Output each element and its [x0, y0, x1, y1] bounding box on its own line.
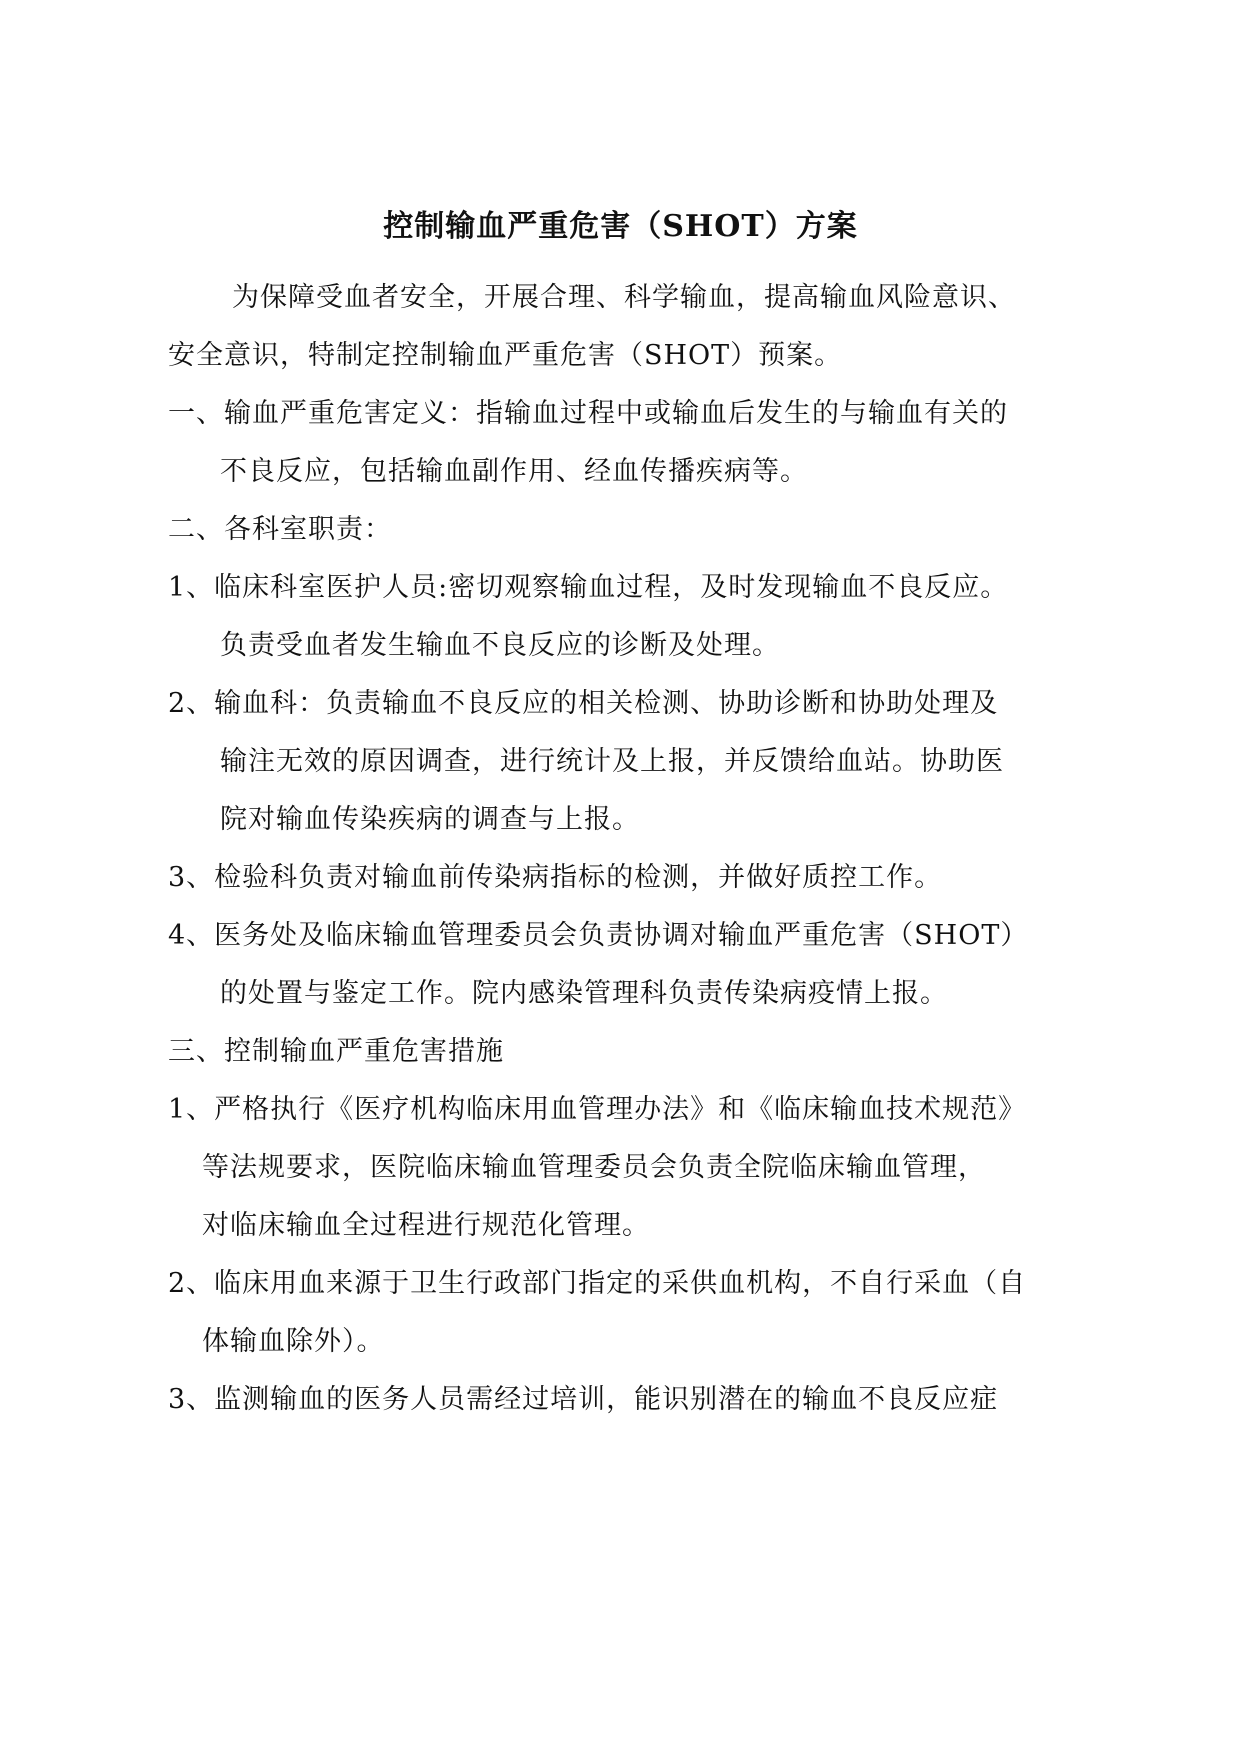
text-line: 3、检验科负责对输血前传染病指标的检测，并做好质控工作。: [168, 862, 943, 893]
text-line: 2、临床用血来源于卫生行政部门指定的采供血机构，不自行采血（自: [168, 1268, 1027, 1299]
text-line: 3、监测输血的医务人员需经过培训，能识别潜在的输血不良反应症: [168, 1384, 999, 1415]
text-line: 一、输血严重危害定义：指输血过程中或输血后发生的与输血有关的: [168, 398, 1008, 429]
text-line: 为保障受血者安全，开展合理、科学输血，提高输血风险意识、: [232, 282, 1016, 313]
text-line: 的处置与鉴定工作。院内感染管理科负责传染病疫情上报。: [220, 978, 948, 1009]
text-line: 2、输血科：负责输血不良反应的相关检测、协助诊断和协助处理及: [168, 688, 999, 719]
text-line: 体输血除外）。: [202, 1326, 385, 1357]
document-title: 控制输血严重危害（SHOT）方案: [383, 209, 858, 244]
text-line: 1、临床科室医护人员:密切观察输血过程，及时发现输血不良反应。: [168, 572, 1009, 603]
text-line: 不良反应，包括输血副作用、经血传播疾病等。: [220, 456, 808, 487]
text-line: 对临床输血全过程进行规范化管理。: [202, 1210, 650, 1241]
text-line: 输注无效的原因调查，进行统计及上报，并反馈给血站。协助医: [220, 746, 1004, 777]
text-line: 二、各科室职责：: [168, 514, 392, 545]
text-line: 负责受血者发生输血不良反应的诊断及处理。: [220, 630, 780, 661]
text-line: 三、控制输血严重危害措施: [168, 1036, 504, 1067]
text-line: 4、医务处及临床输血管理委员会负责协调对输血严重危害（SHOT）: [168, 920, 1029, 951]
text-line: 1、严格执行《医疗机构临床用血管理办法》和《临床输血技术规范》: [168, 1094, 1027, 1125]
text-line: 安全意识，特制定控制输血严重危害（SHOT）预案。: [168, 340, 843, 371]
text-line: 等法规要求，医院临床输血管理委员会负责全院临床输血管理，: [202, 1152, 986, 1183]
text-line: 院对输血传染疾病的调查与上报。: [220, 804, 640, 835]
